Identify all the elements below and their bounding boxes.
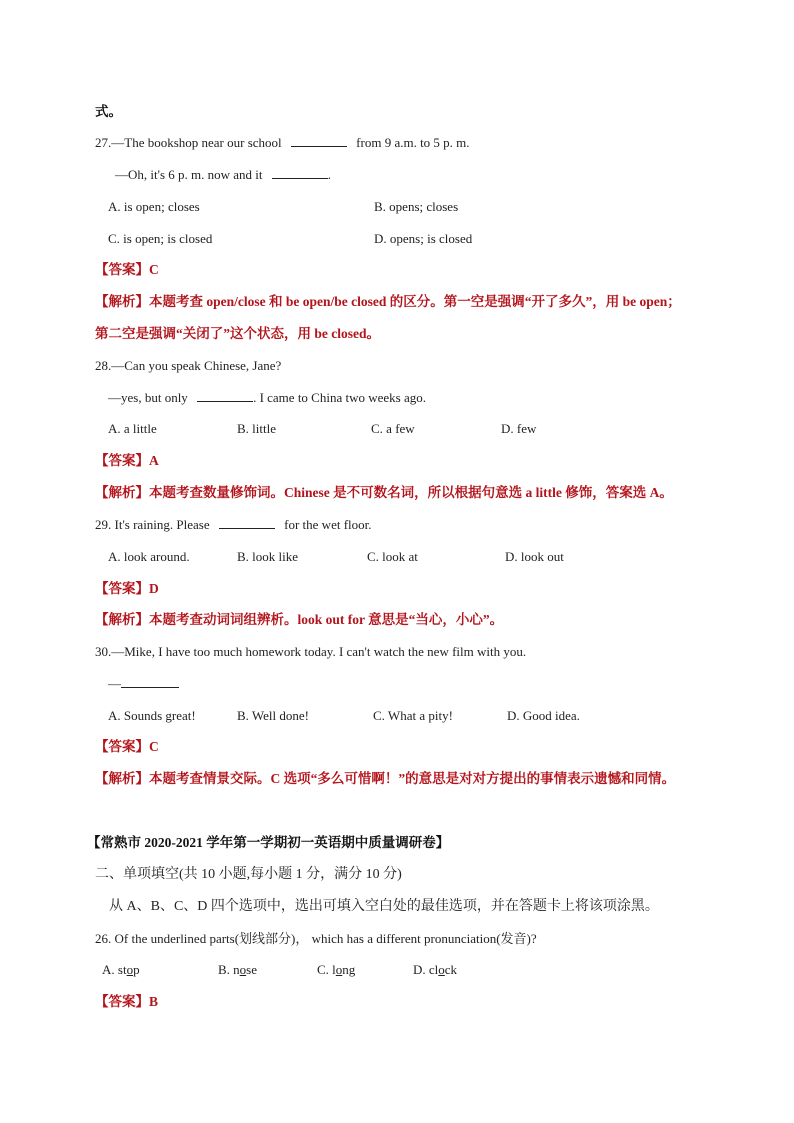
q30-reply — [108, 675, 179, 693]
q29-stem-end: for the wet floor. — [284, 517, 372, 532]
q27-option-c: C. is open; is closed — [108, 231, 213, 246]
section-instruction: 从 A、B、C、D 四个选项中，选出可填入空白处的最佳选项，并在答题卡上将该项涂黑。 — [109, 899, 659, 914]
q30-option-d: D. Good idea. — [507, 708, 580, 723]
answer-blank — [291, 134, 347, 147]
q28-reply — [108, 389, 426, 407]
q26-stem: 26. Of the underlined parts(划线部分)， which has a different pronunciation(发音)? — [95, 931, 537, 946]
q29-analysis: 【解析】本题考查动词词组辨析。look out for 意思是“当心，小心”。 — [95, 612, 504, 627]
option-prefix: A. st — [102, 962, 127, 977]
q26-option-c — [317, 961, 355, 979]
q26-option-d — [413, 961, 457, 979]
underlined-letter: o — [335, 962, 343, 977]
option-suffix: se — [246, 962, 258, 977]
option-suffix: ck — [444, 962, 458, 977]
q30-stem: 30.—Mike, I have too much homework today. I can't watch the new film with you. — [95, 644, 527, 659]
section-title: 二、单项填空(共 10 小题,每小题 1 分，满分 10 分) — [95, 867, 402, 882]
q30-option-b: B. Well done! — [237, 708, 310, 723]
q30-answer: 【答案】C — [95, 739, 159, 754]
q30-reply-text: — — [108, 676, 121, 691]
option-prefix: B. n — [218, 962, 240, 977]
q30-analysis: 【解析】本题考查情景交际。C 选项“多么可惜啊！”的意思是对对方提出的事情表示遗憾和同情。 — [95, 771, 676, 786]
option-suffix: ng — [342, 962, 356, 977]
q26-option-b — [218, 961, 257, 979]
top-fragment: 式。 — [95, 104, 122, 119]
q27-option-d: D. opens; is closed — [374, 231, 473, 246]
q28-reply-text: —yes, but only — [108, 390, 188, 405]
q30-option-a: A. Sounds great! — [108, 708, 196, 723]
q27-option-a: A. is open; closes — [108, 199, 200, 214]
q29-option-b: B. look like — [237, 549, 299, 564]
q29-option-d: D. look out — [505, 549, 564, 564]
q28-stem: 28.—Can you speak Chinese, Jane? — [95, 358, 282, 373]
option-suffix: p — [133, 962, 140, 977]
underlined-letter: o — [239, 962, 247, 977]
q28-option-c: C. a few — [371, 421, 415, 436]
q27-stem-text: 27.—The bookshop near our school — [95, 135, 282, 150]
underlined-letter: o — [126, 962, 134, 977]
answer-blank — [121, 675, 179, 688]
q28-reply-end: . I came to China two weeks ago. — [253, 390, 426, 405]
q28-option-a: A. a little — [108, 421, 157, 436]
q26-answer: 【答案】B — [95, 994, 159, 1009]
q26-option-a — [102, 961, 140, 979]
q29-stem-text: 29. It's raining. Please — [95, 517, 210, 532]
q27-reply-text: —Oh, it's 6 p. m. now and it — [115, 167, 263, 182]
q27-stem-end: from 9 a.m. to 5 p. m. — [356, 135, 470, 150]
q28-option-d: D. few — [501, 421, 537, 436]
q29-answer: 【答案】D — [95, 581, 159, 596]
q27-answer: 【答案】C — [95, 262, 159, 277]
option-prefix: D. cl — [413, 962, 439, 977]
q30-option-c: C. What a pity! — [373, 708, 453, 723]
answer-blank — [197, 389, 253, 402]
q28-analysis: 【解析】本题考查数量修饰词。Chinese 是不可数名词，所以根据句意选 a little 修饰，答案选 A。 — [95, 485, 673, 500]
q29-option-c: C. look at — [367, 549, 418, 564]
q27-analysis-2: 第二空是强调“关闭了”这个状态，用 be closed。 — [95, 326, 380, 341]
answer-blank — [272, 166, 328, 179]
q27-reply — [115, 166, 331, 184]
q27-analysis-1: 【解析】本题考查 open/close 和 be open/be closed 的区分。第一空是强调“开了多久”，用 be open； — [95, 294, 681, 309]
underlined-letter: o — [438, 962, 445, 977]
q28-option-b: B. little — [237, 421, 276, 436]
q27-reply-end: . — [327, 167, 332, 182]
q27-option-b: B. opens; closes — [374, 199, 459, 214]
q29-stem — [95, 516, 372, 534]
answer-blank — [219, 516, 275, 529]
q28-answer: 【答案】A — [95, 453, 159, 468]
q29-option-a: A. look around. — [108, 549, 190, 564]
section-header: 【常熟市 2020-2021 学年第一学期初一英语期中质量调研卷】 — [87, 835, 450, 850]
q27-stem — [95, 134, 470, 152]
option-prefix: C. l — [317, 962, 336, 977]
